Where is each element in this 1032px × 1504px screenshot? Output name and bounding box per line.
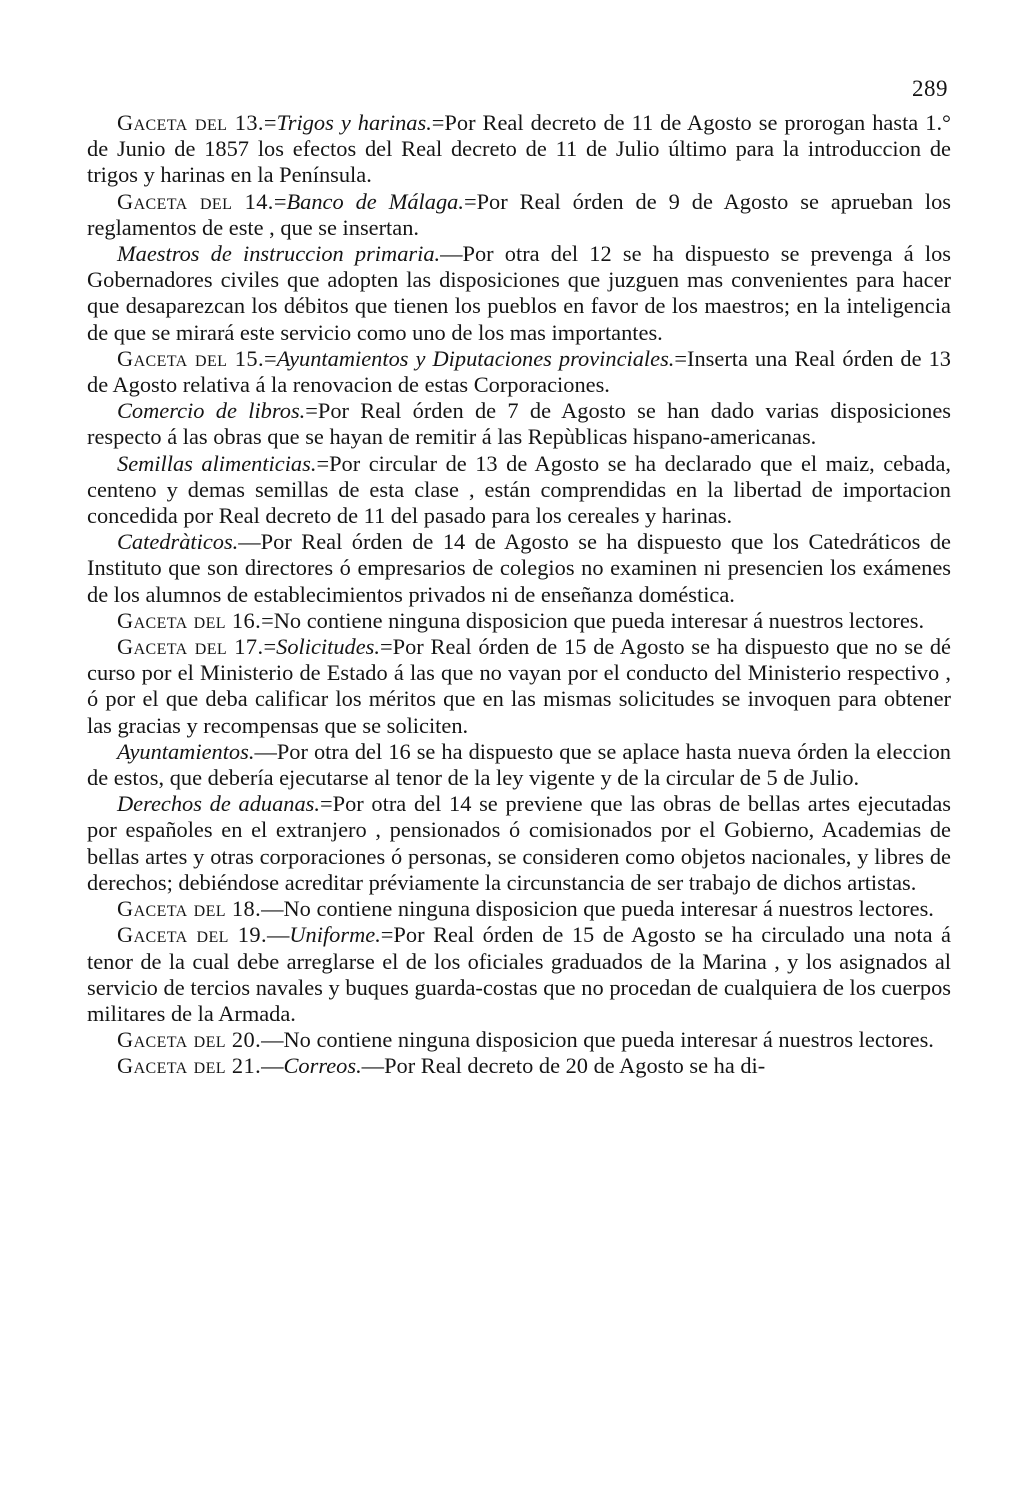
gaceta-heading: Gaceta del 16.	[117, 607, 262, 633]
gaceta-heading: Gaceta del 17.	[117, 634, 264, 660]
entry-body: =Por Real órden de 9 de Agosto se aprueban los reglamentos de este , que se insertan.	[87, 188, 952, 240]
entry-body: —Por Real órden de 14 de Agosto se ha dispuesto que los Catedráticos de Instituto que son directores ó empresarios de colegios no examinen ni presencien los exámenes de los alumnos de establecimientos privados ni de enseñanza doméstica.	[87, 529, 951, 607]
gaceta-entry	[87, 791, 951, 896]
entry-topic: Correos.	[283, 1053, 362, 1079]
entry-body: =Por circular de 13 de Agosto se ha declarado que el maiz, cebada, centeno y demas semillas de esta clase , están comprendidas en la libertad de importacion concedida por Real decreto de 11 del pasado para los cereales y harinas.	[87, 450, 951, 529]
separator: —	[266, 922, 290, 948]
gaceta-entry	[87, 608, 951, 634]
gaceta-entry	[87, 634, 951, 739]
entry-body: =Por otra del 14 se previene que las obras de bellas artes ejecutadas por españoles en el extranjero , pensionados ó comisionados por el Gobierno, Academias de bellas artes y otras corporaciones ó personas, se consideren como objetos nacionales, y libres de derechos; debiéndose acreditar préviamente la circunstancia de ser trabajo de dichos artistas.	[87, 791, 951, 895]
entry-body: —Por otra del 16 se ha dispuesto que se aplace hasta nueva órden la eleccion de estos, que debería ejecutarse al tenor de la ley vigente y de la circular de 5 de Julio.	[87, 738, 951, 791]
gaceta-heading: Gaceta del 13.	[117, 110, 264, 135]
page-number: 289	[912, 76, 948, 101]
entry-topic: Banco de Málaga.	[286, 188, 464, 214]
entry-body: =No contiene ninguna disposicion que pueda interesar á nuestros lectores.	[261, 607, 925, 633]
entry-topic: Semillas alimenticias.	[117, 450, 317, 476]
entry-topic: Ayuntamientos y Diputaciones provinciales.	[276, 345, 675, 371]
gaceta-entry	[87, 398, 951, 450]
gaceta-entry	[87, 110, 951, 189]
gaceta-heading: Gaceta del 19.	[117, 922, 267, 948]
entry-body: =Por Real órden de 7 de Agosto se han dado varias disposiciones respecto á las obras que se hayan de remitir á las Repùblicas hispano-americanas.	[87, 398, 951, 450]
entry-body: —Por Real decreto de 20 de Agosto se ha di-	[361, 1053, 766, 1079]
gaceta-entry	[87, 189, 951, 241]
gaceta-entry	[87, 1053, 951, 1079]
entry-body: =Inserta una Real órden de 13 de Agosto relativa á la renovacion de estas Corporaciones.	[87, 345, 951, 398]
gaceta-entry	[87, 1027, 951, 1053]
entry-topic: Maestros de instruccion primaria.	[117, 241, 441, 267]
entry-topic: Comercio de libros.	[117, 398, 306, 424]
gaceta-entry	[87, 529, 951, 608]
separator: =	[264, 345, 277, 371]
gaceta-heading: Gaceta del 14.	[117, 188, 274, 214]
gaceta-heading: Gaceta del 20.	[117, 1027, 262, 1053]
gaceta-entry	[87, 739, 951, 791]
entry-body: =Por Real decreto de 11 de Agosto se prorogan hasta 1.° de Junio de 1857 los efectos del Real decreto de 11 de Julio último para la introduccion de trigos y harinas en la Península.	[87, 110, 951, 188]
gaceta-entry	[87, 922, 951, 1027]
entry-body: =Por Real órden de 15 de Agosto se ha dispuesto que no se dé curso por el Ministerio de Estado á las que no vayan por el conducto del Ministerio respectivo , ó por el que deba calificar los méritos que en las mismas solicitudes se invoquen para obtener las gracias y recompensas que se soliciten.	[87, 634, 951, 738]
gaceta-entry	[87, 241, 951, 346]
gaceta-heading: Gaceta del 18.	[117, 896, 262, 922]
entry-topic: Derechos de aduanas.	[117, 791, 320, 817]
gaceta-entry	[87, 346, 951, 398]
separator: =	[273, 188, 287, 214]
entry-body: —No contiene ninguna disposicion que pueda interesar á nuestros lectores.	[261, 1027, 934, 1053]
separator: =	[263, 110, 277, 135]
page-content	[87, 110, 951, 1080]
entry-topic: Solicitudes.	[276, 634, 380, 660]
entry-body: =Por Real órden de 15 de Agosto se ha circulado una nota á tenor de la cual debe arreglarse el de los oficiales graduados de la Marina , y los asignados al servicio de tercios navales y buques guarda-costas que no procedan de cualquiera de los cuerpos militares de la Armada.	[87, 922, 951, 1026]
gaceta-heading: Gaceta del 21.	[117, 1053, 262, 1079]
gaceta-heading: Gaceta del 15.	[117, 345, 264, 371]
entry-topic: Ayuntamientos.	[117, 738, 255, 764]
entry-topic: Uniforme.	[289, 922, 381, 948]
gaceta-entry	[87, 896, 951, 922]
entry-topic: Catedràticos.	[117, 529, 239, 555]
entry-body: —Por otra del 12 se ha dispuesto se prevenga á los Gobernadores civiles que adopten las disposiciones que juzguen mas convenientes para hacer que desaparezcan los débitos que tienen los pueblos en favor de los maestros; en la inteligencia de que se mirará este servicio como uno de los mas importantes.	[87, 241, 952, 345]
gaceta-entry	[87, 451, 951, 530]
separator: =	[263, 634, 277, 660]
entry-body: —No contiene ninguna disposicion que pueda interesar á nuestros lectores.	[261, 896, 934, 922]
separator: —	[261, 1053, 284, 1079]
entry-topic: Trigos y harinas.	[276, 110, 432, 135]
